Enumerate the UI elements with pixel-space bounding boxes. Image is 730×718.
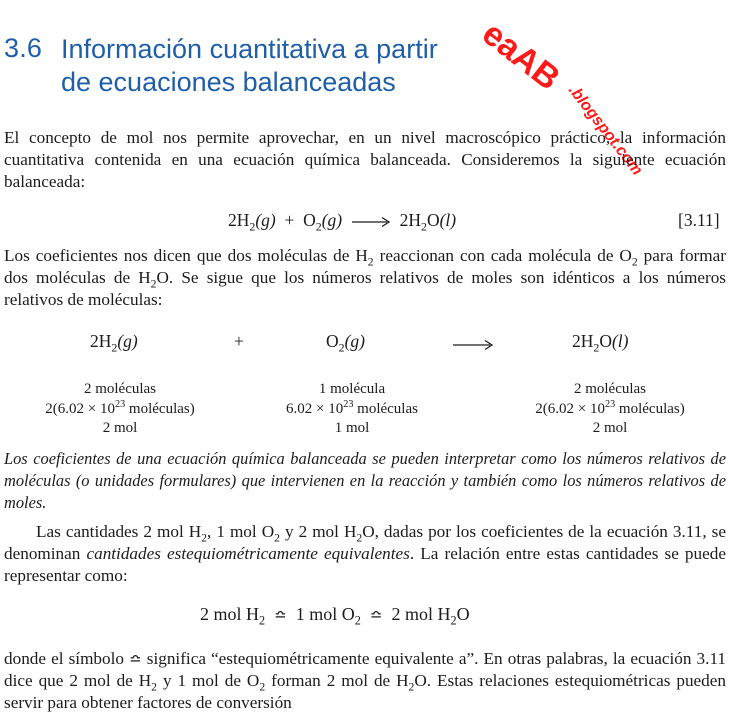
text-run: moléculas) xyxy=(615,400,685,417)
table-reactant1 xyxy=(90,331,138,355)
formula: O xyxy=(599,331,612,351)
table-arrow xyxy=(452,333,494,354)
text-run: O, dadas por los coeficientes de la ecuación 3.11, se denominan xyxy=(4,522,726,563)
text-run: significa “estequiométricamente equivalente a”. En otras palabras, la ecuación 3.11 dice que 2 mol de H xyxy=(4,649,726,690)
section-title xyxy=(61,33,438,99)
subscript: 2 xyxy=(259,613,266,628)
text-run: O. Se sigue que los números relativos de moles son idénticos a los números relativos de moléculas: xyxy=(4,268,726,309)
table-column-3 xyxy=(500,380,720,439)
subscript: 2 xyxy=(367,255,374,269)
subscript: 2 xyxy=(150,277,157,291)
text-run: y 1 mol de O xyxy=(157,671,260,690)
eq-state: (g) xyxy=(255,210,276,230)
section-number: 3.6 xyxy=(4,33,43,63)
watermark-main: eaAB xyxy=(475,14,567,98)
equation-number: [3.11] xyxy=(678,210,720,230)
equivalence-symbol: ≏ xyxy=(274,606,287,624)
column-line: 2 mol xyxy=(592,420,628,436)
subscript: 2 xyxy=(259,680,266,694)
subscript: 2 xyxy=(631,255,638,269)
text-run: 2(6.02 × 10 xyxy=(45,400,115,417)
column-line: 2 mol xyxy=(102,420,138,436)
eq-term: 2 mol H xyxy=(391,604,451,624)
watermark-logo xyxy=(440,10,730,230)
text-run: moléculas xyxy=(353,400,418,417)
superscript: 23 xyxy=(343,398,354,410)
state: (g) xyxy=(344,331,365,351)
text-run: y 2 mol H xyxy=(279,522,357,541)
superscript: 23 xyxy=(604,398,616,410)
column-line: 2 moléculas xyxy=(83,381,157,397)
text-run: moléculas) xyxy=(125,400,195,417)
eq-o-term: O xyxy=(303,210,316,230)
text-run: Las cantidades 2 mol H xyxy=(36,522,202,541)
column-line xyxy=(500,400,720,420)
formula: O xyxy=(326,331,339,351)
section-title-line2: de ecuaciones balanceadas xyxy=(61,67,396,97)
text-run: 6.02 × 10 xyxy=(286,400,344,417)
formula: 2H xyxy=(572,331,594,351)
superscript: 23 xyxy=(114,398,126,410)
equivalence-symbol: ≏ xyxy=(129,650,142,668)
subscript: 2 xyxy=(151,680,158,694)
subscript: 2 xyxy=(274,531,280,545)
text-run: forman 2 mol de H xyxy=(265,671,409,690)
eq-sub: 2 xyxy=(315,219,322,234)
paragraph-meaning xyxy=(4,648,726,714)
eq-sub: 2 xyxy=(421,219,427,234)
subscript: 2 xyxy=(338,340,345,355)
italic-statement: Los coeficientes de una ecuación química balanceada se pueden interpretar como los números relativos de moléculas (o unidades formulares) que intervienen en la reacción y también como los números relativos de moles. xyxy=(4,449,726,512)
text-run: reaccionan con cada molécula de O xyxy=(373,246,632,265)
eq-state: (l) xyxy=(439,210,457,230)
text-run: donde el símbolo xyxy=(4,649,130,668)
column-line xyxy=(0,400,240,420)
column-line: 1 molécula xyxy=(318,381,386,397)
paragraph-intro: El concepto de mol nos permite aprovechar, en un nivel macroscópico práctico, la información cuantitativa contenida en una ecuación química balanceada. Consideremos la siguiente ecuación balanceada: xyxy=(4,128,726,191)
section-title-line1: Información cuantitativa a partir xyxy=(61,34,438,64)
eq-product-term: 2H xyxy=(399,210,422,230)
reaction-arrow-icon xyxy=(351,216,391,228)
eq-term: O xyxy=(456,604,470,624)
subscript: 2 xyxy=(593,340,600,355)
equivalence-equation xyxy=(200,604,470,628)
equation-3-11 xyxy=(228,210,457,234)
subscript: 2 xyxy=(111,340,118,355)
text-run: para formar dos moléculas de H xyxy=(4,246,726,287)
state: (l) xyxy=(611,331,629,351)
table-column-1 xyxy=(0,380,240,439)
eq-term: 1 mol O xyxy=(295,604,355,624)
table-reactant2 xyxy=(326,331,365,355)
table-column-2 xyxy=(252,380,452,439)
italic-term: cantidades estequiométricamente equivalentes xyxy=(86,544,410,563)
column-line: 2 moléculas xyxy=(573,381,647,397)
subscript: 2 xyxy=(354,613,361,628)
text-run: O. Estas relaciones estequiométricas pueden servir para obtener factores de conversión xyxy=(4,671,726,712)
subscript: 2 xyxy=(356,531,363,545)
watermark-sub: .blogspot.com xyxy=(564,81,646,179)
subscript: 2 xyxy=(450,613,457,628)
text-run: . La relación entre estas cantidades se puede representar como: xyxy=(4,544,726,585)
paragraph-coefficients xyxy=(4,245,726,311)
equivalence-symbol: ≏ xyxy=(369,606,383,624)
state: (g) xyxy=(117,331,138,351)
column-line: 1 mol xyxy=(334,420,370,436)
table-product xyxy=(572,331,629,355)
text-run: 2(6.02 × 10 xyxy=(535,400,605,417)
text-run: Los coeficientes nos dicen que dos moléculas de H xyxy=(4,246,368,265)
reaction-arrow-icon xyxy=(452,339,494,351)
paragraph-quantities xyxy=(4,521,726,587)
formula: 2H xyxy=(90,331,112,351)
eq-product-o: O xyxy=(426,210,440,230)
eq-state: (g) xyxy=(321,210,343,230)
table-plus: + xyxy=(234,331,244,351)
eq-h-term: 2H xyxy=(228,210,250,230)
column-line xyxy=(252,400,452,420)
eq-plus: + xyxy=(284,210,295,230)
text-run: , 1 mol O xyxy=(207,522,275,541)
eq-sub: 2 xyxy=(249,219,256,234)
eq-term: 2 mol H xyxy=(200,604,260,624)
subscript: 2 xyxy=(201,531,208,545)
subscript: 2 xyxy=(408,680,415,694)
